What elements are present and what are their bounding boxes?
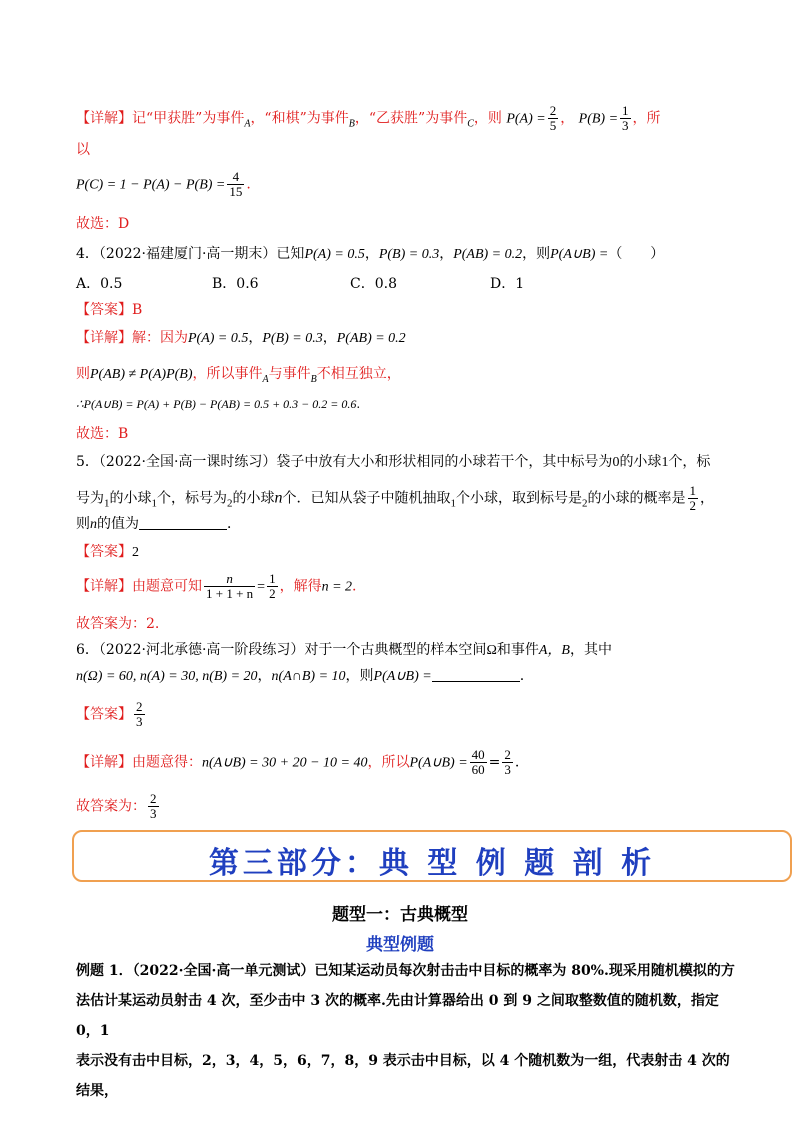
banner-title: 第三部分：典 型 例 题 剖 析: [208, 846, 656, 881]
prev-choice: 故选：D: [76, 216, 130, 232]
q4-detail: 【详解】解：因为P(A) = 0.5，P(B) = 0.3，P(AB) = 0.2: [76, 330, 406, 346]
detail-tag: 【详解】: [76, 110, 132, 127]
section-banner: [72, 830, 792, 882]
q5-answer: 【答案】2: [76, 544, 139, 560]
fraction: $\frac{40}{60}$: [471, 747, 485, 777]
example-1: 例题 1．（2022·全国·高一单元测试）已知某运动员每次射击击中目标的概率为 80%.现采用随机模拟的方 法估计某运动员射击 4 次，至少击中 3 次的概率.先由计算器给出 0 到 9 之间取整数值的随机数，指定 0，1 表示没有击中目标，2，3，4，5，6，7，8，9 表示击中目标，以 4 个随机数为一组，代表射击 4 次的结果，: [76, 963, 735, 1099]
q5-detail: 【详解】由题意可知 $\frac{n}{1 + 1 + n}$ = $\frac{1}{2}$ ，解得n = 2.: [76, 571, 357, 601]
prev-detail-line: 【详解】记“甲获胜”为事件$_A$，“和棋”为事件$_B$，“乙获胜”为事件$_C$，则 P(A) = $\frac{2}{5}$ ， P(B) = $\frac{1}{3}$ ，所: [76, 103, 661, 133]
q4-choice: 故选：B: [76, 426, 129, 442]
prev-detail-line-2: 以: [76, 142, 90, 158]
fraction: $\frac{1}{3}$: [622, 103, 629, 133]
q4-answer: 【答案】B: [76, 302, 143, 318]
answer-blank: [139, 515, 227, 530]
q5-stem: 5．（2022·全国·高一课时练习）袋子中放有大小和形状相同的小球若干个，其中标号为0的小球1个，标: [76, 454, 711, 470]
q4-formula: ∴P(A∪B) = P(A) + P(B) − P(AB) = 0.5 + 0.3 − 0.2 = 0.6.: [76, 397, 361, 411]
fraction: $\frac{4}{15}$: [229, 169, 243, 199]
q4-stem: 4．（2022·福建厦门·高一期末）已知P(A) = 0.5，P(B) = 0.3，P(AB) = 0.2，则P(A∪B) =（ ）: [76, 246, 665, 262]
fraction: $\frac{2}{3}$: [150, 791, 157, 821]
q5-final: 故答案为：2.: [76, 616, 160, 632]
q6-answer: 【答案】 $\frac{2}{3}$: [76, 699, 143, 729]
q5-stem-3: 则n的值为 ．: [76, 516, 241, 532]
q6-final: 故答案为： $\frac{2}{3}$: [76, 791, 157, 821]
prev-formula: P(C) = 1 − P(A) − P(B) = $\frac{4}{15}$ .: [76, 169, 251, 199]
fraction: $\frac{2}{3}$: [504, 747, 511, 777]
fraction: $\frac{1}{2}$: [269, 571, 276, 601]
fraction: $\frac{n}{1 + 1 + n}$: [206, 571, 254, 601]
fraction: $\frac{2}{5}$: [549, 103, 557, 133]
q4-option-d: D．1: [490, 276, 525, 292]
q6-stem: 6．（2022·河北承德·高一阶段练习）对于一个古典概型的样本空间Ω和事件A，B，其中: [76, 642, 612, 658]
q4-option-c: C．0.8: [350, 276, 397, 292]
answer-blank: [432, 667, 520, 682]
q6-stem-2: n(Ω) = 60, n(A) = 30, n(B) = 20，n(A∩B) = 10，则P(A∪B) = .: [76, 668, 525, 684]
q4-detail-2: 则P(AB) ≠ P(A)P(B)，所以事件$_A$与事件$_B$不相互独立，: [76, 366, 401, 385]
sub-title: 典型例题: [366, 935, 434, 955]
q5-stem-2: 号为$_1$的小球$_1$个，标号为$_2$的小球n个．已知从袋子中随机抽取$_1$个小球，取到标号是$_2$的小球的概率是 $\frac{1}{2}$ ，: [76, 483, 714, 513]
q4-option-a: A．0.5: [76, 276, 123, 292]
q4-option-b: B．0.6: [212, 276, 259, 292]
fraction: $\frac{1}{2}$: [689, 483, 696, 513]
fraction: $\frac{2}{3}$: [136, 699, 143, 729]
q6-detail: 【详解】由题意得：n(A∪B) = 30 + 20 − 10 = 40，所以P(A∪B) = $\frac{40}{60}$ = $\frac{2}{3}$ .: [76, 747, 520, 777]
section-title: 题型一：古典概型: [332, 905, 468, 925]
